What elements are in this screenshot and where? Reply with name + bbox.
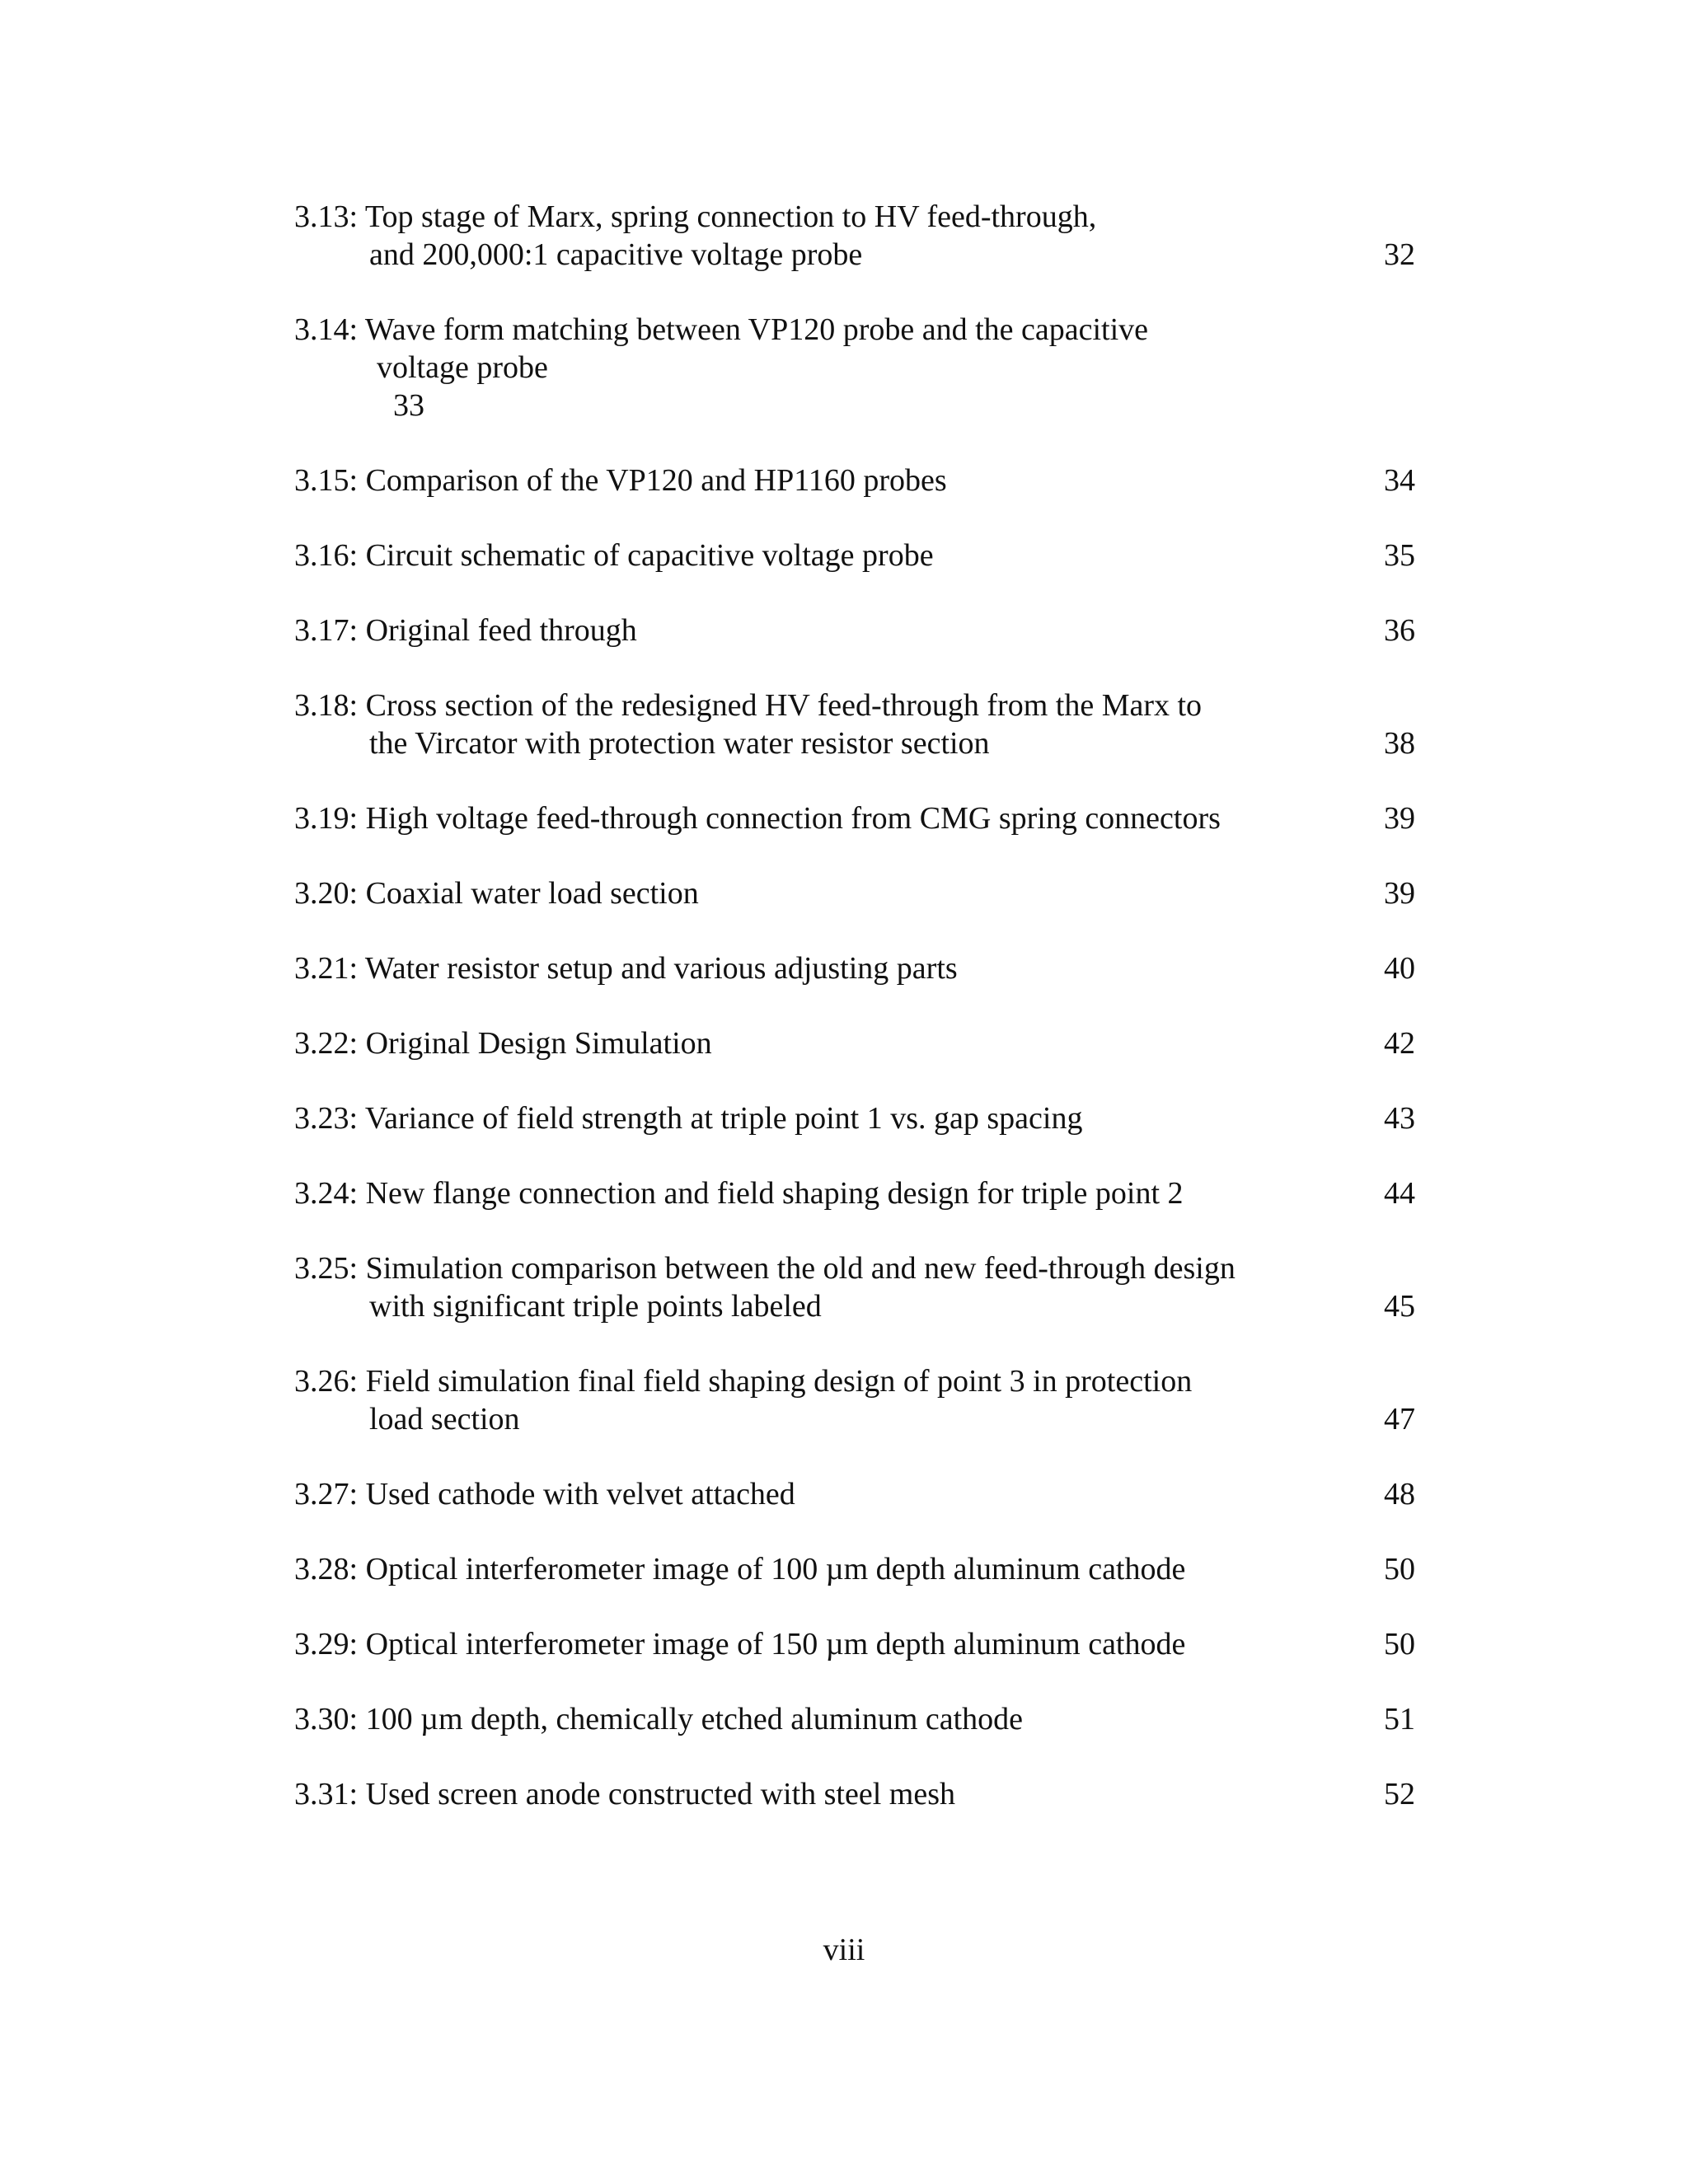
entry-page-number: 48 (1384, 1477, 1415, 1511)
entry-page-number: 38 (1384, 726, 1415, 761)
toc-entry-line (294, 799, 1415, 837)
entry-page-number: 50 (1384, 1627, 1415, 1661)
entry-title: Cross section of the redesigned HV feed-through from the Marx to (365, 688, 1203, 723)
entry-number: 3.25: (294, 1251, 359, 1286)
toc-entry-line (294, 537, 1415, 574)
entry-title-continued: voltage probe (377, 350, 548, 385)
entry-number: 3.29: (294, 1627, 359, 1661)
entry-number: 3.26: (294, 1364, 359, 1399)
entry-number: 3.28: (294, 1552, 359, 1586)
toc-entry-3-17 (294, 612, 1415, 649)
toc-entry-3-22 (294, 1024, 1415, 1062)
entry-number: 3.24: (294, 1176, 359, 1211)
entry-title: Used screen anode constructed with steel mesh (365, 1777, 955, 1811)
toc-entry-line-page (294, 387, 1415, 424)
toc-entry-line (294, 1362, 1415, 1400)
toc-entry-line (294, 1249, 1415, 1287)
entry-page-number: 39 (1384, 801, 1415, 836)
entry-title: Used cathode with velvet attached (365, 1477, 795, 1511)
toc-entry-3-23 (294, 1099, 1415, 1137)
toc-entry-3-29 (294, 1625, 1415, 1663)
toc-entry-line-continued (294, 1400, 1415, 1438)
toc-entry-line (294, 1550, 1415, 1588)
entry-page-number: 33 (393, 388, 424, 423)
entry-number: 3.16: (294, 538, 359, 573)
entry-number: 3.27: (294, 1477, 359, 1511)
entry-page-number: 39 (1384, 876, 1415, 911)
entry-number: 3.14: (294, 312, 359, 347)
toc-entry-line (294, 874, 1415, 912)
toc-entry-3-28 (294, 1550, 1415, 1588)
entry-number: 3.15: (294, 463, 359, 498)
entry-page-number: 34 (1384, 463, 1415, 498)
entry-title: Coaxial water load section (365, 876, 699, 911)
toc-entry-line (294, 1099, 1415, 1137)
entry-title: Comparison of the VP120 and HP1160 probes (365, 463, 947, 498)
entry-page-number: 44 (1384, 1176, 1415, 1211)
entry-number: 3.18: (294, 688, 359, 723)
entry-title: New flange connection and field shaping design for triple point 2 (365, 1176, 1184, 1211)
entry-title: Original feed through (365, 613, 637, 648)
toc-entry-3-14 (294, 311, 1415, 424)
toc-entry-3-26 (294, 1362, 1415, 1438)
entry-title-continued: and 200,000:1 capacitive voltage probe (369, 237, 863, 272)
entry-title: Circuit schematic of capacitive voltage probe (365, 538, 934, 573)
toc-entry-line (294, 462, 1415, 499)
toc-entry-3-19 (294, 799, 1415, 837)
toc-entry-line-continued (294, 236, 1415, 274)
toc-entry-line-continued (294, 349, 1415, 387)
entry-page-number: 32 (1384, 237, 1415, 272)
entry-number: 3.21: (294, 951, 359, 986)
entry-page-number: 42 (1384, 1026, 1415, 1061)
toc-entry-3-30 (294, 1700, 1415, 1738)
entry-title-continued: load section (369, 1402, 520, 1436)
entry-number: 3.20: (294, 876, 359, 911)
entry-title: Original Design Simulation (365, 1026, 712, 1061)
entry-title: 100 µm depth, chemically etched aluminum cathode (365, 1702, 1024, 1736)
toc-entry-line (294, 198, 1415, 236)
entry-title-continued: with significant triple points labeled (369, 1289, 822, 1324)
toc-entry-line (294, 311, 1415, 349)
entry-title: Simulation comparison between the old and new feed-through design (365, 1251, 1236, 1286)
entry-page-number: 43 (1384, 1101, 1415, 1136)
entry-page-number: 51 (1384, 1702, 1415, 1736)
page-footer-numeral: viii (823, 1933, 865, 1967)
entry-title: Optical interferometer image of 100 µm depth aluminum cathode (365, 1552, 1186, 1586)
entry-number: 3.30: (294, 1702, 359, 1736)
toc-entry-line (294, 1475, 1415, 1513)
entry-title: Water resistor setup and various adjusting parts (364, 951, 958, 986)
entry-number: 3.13: (294, 199, 359, 234)
toc-entry-line (294, 687, 1415, 724)
toc-entry-3-20 (294, 874, 1415, 912)
toc-entry-line (294, 1775, 1415, 1813)
toc-entry-3-27 (294, 1475, 1415, 1513)
entry-page-number: 35 (1384, 538, 1415, 573)
entry-page-number: 52 (1384, 1777, 1415, 1811)
entry-title: High voltage feed-through connection from CMG spring connectors (365, 801, 1221, 836)
toc-entry-3-16 (294, 537, 1415, 574)
toc-entry-3-15 (294, 462, 1415, 499)
toc-entry-line (294, 949, 1415, 987)
entry-page-number: 45 (1384, 1289, 1415, 1324)
toc-entry-3-18 (294, 687, 1415, 762)
toc-entry-line (294, 612, 1415, 649)
entry-number: 3.17: (294, 613, 359, 648)
toc-entry-3-21 (294, 949, 1415, 987)
toc-entry-3-24 (294, 1174, 1415, 1212)
toc-entry-3-25 (294, 1249, 1415, 1325)
entry-number: 3.23: (294, 1101, 359, 1136)
toc-entry-line (294, 1024, 1415, 1062)
entry-page-number: 47 (1384, 1402, 1415, 1436)
entry-title: Optical interferometer image of 150 µm depth aluminum cathode (365, 1627, 1186, 1661)
entry-page-number: 50 (1384, 1552, 1415, 1586)
entry-title: Field simulation final field shaping design of point 3 in protection (365, 1364, 1193, 1399)
entry-number: 3.19: (294, 801, 359, 836)
entry-page-number: 40 (1384, 951, 1415, 986)
toc-entry-3-31 (294, 1775, 1415, 1813)
entry-page-number: 36 (1384, 613, 1415, 648)
entry-title: Variance of field strength at triple point 1 vs. gap spacing (364, 1101, 1083, 1136)
toc-entry-line (294, 1700, 1415, 1738)
entry-title-continued: the Vircator with protection water resistor section (369, 726, 990, 761)
toc-entry-line (294, 1174, 1415, 1212)
entry-title: Top stage of Marx, spring connection to HV feed-through, (364, 199, 1097, 234)
toc-entry-line-continued (294, 724, 1415, 762)
toc-entry-line-continued (294, 1287, 1415, 1325)
toc-entry-line (294, 1625, 1415, 1663)
entry-title: Wave form matching between VP120 probe and the capacitive (364, 312, 1149, 347)
toc-entry-3-13 (294, 198, 1415, 274)
entry-number: 3.31: (294, 1777, 359, 1811)
entry-number: 3.22: (294, 1026, 359, 1061)
